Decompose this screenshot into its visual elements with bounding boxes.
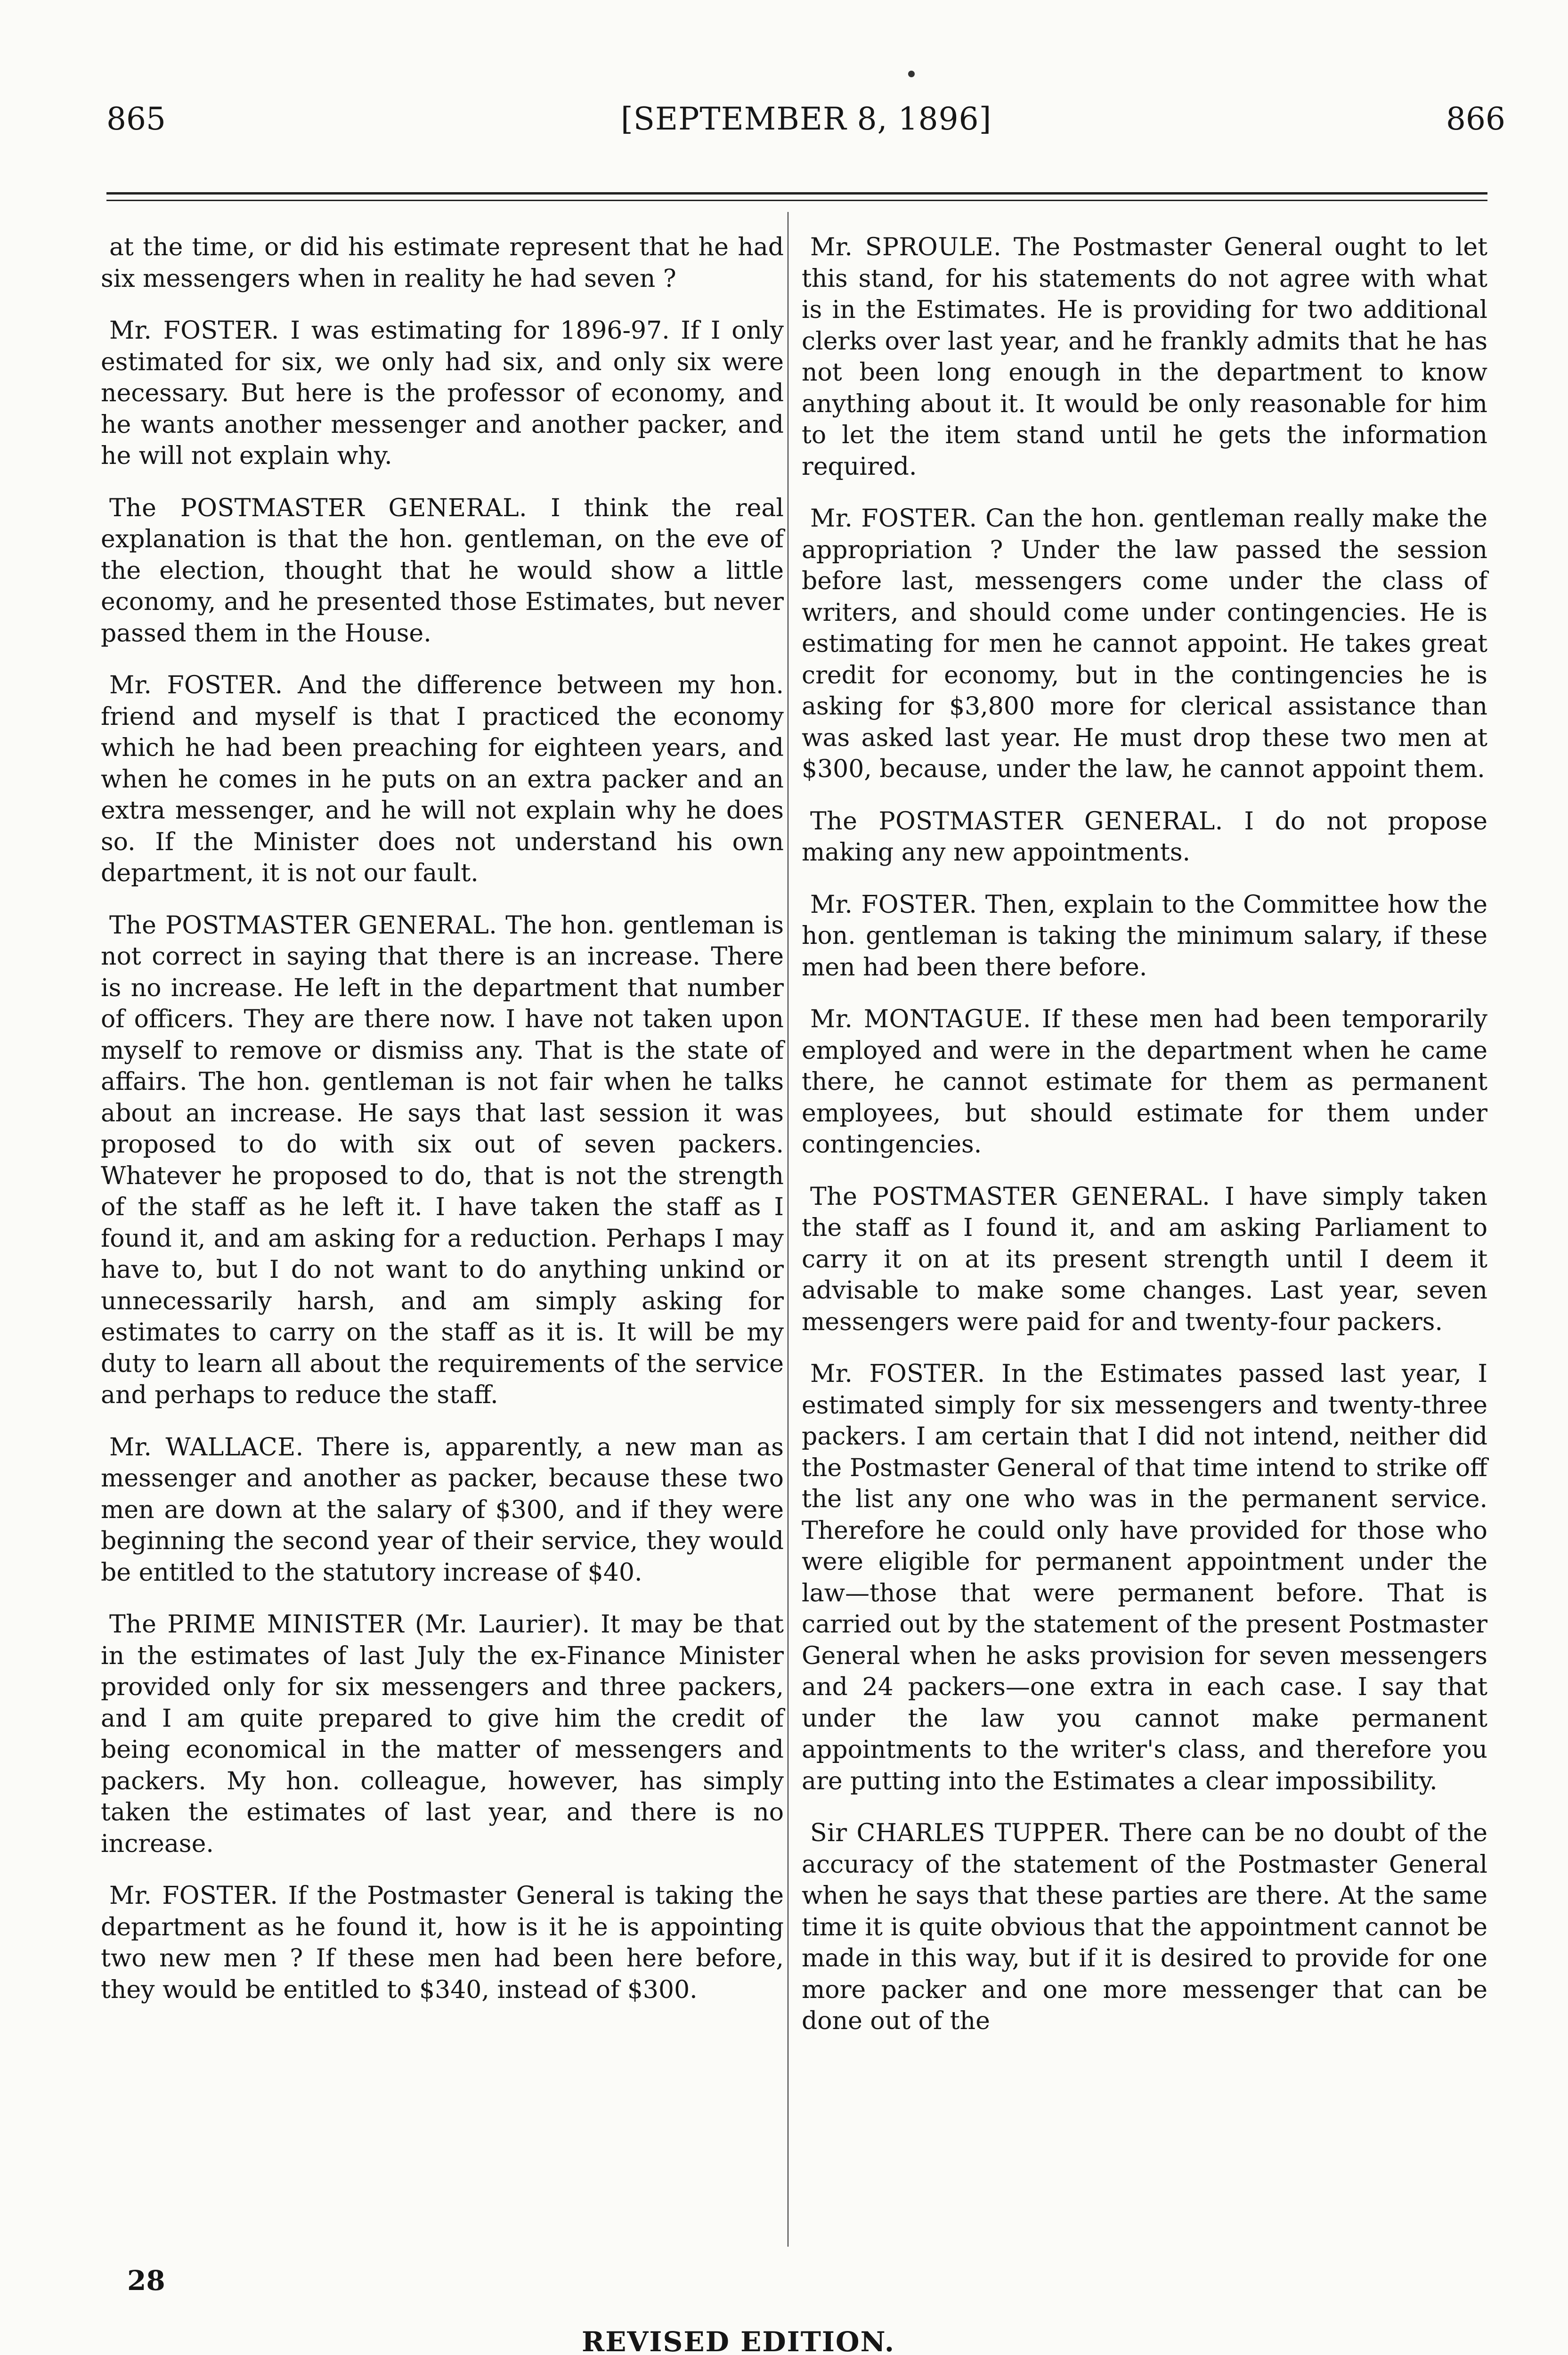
speech-text: If these men had been temporarily employed and were in the department when he came there, he cannot estimate for them as permanent employees, but should estimate for them under contingencies. xyxy=(802,1005,1487,1159)
signature-mark: 28 xyxy=(127,2265,165,2297)
right-page-number: 866 xyxy=(1446,101,1505,137)
speech-text: I was estimating for 1896-97. If I only estimated for six, we only had six, and only six were necessary. But here is the professor of economy, and he wants another messenger and another packer, and he will not explain why. xyxy=(101,317,784,470)
paragraph xyxy=(802,1818,1487,2037)
speaker-name: The POSTMASTER GENERAL. xyxy=(109,494,528,522)
speaker-name: Mr. FOSTER. xyxy=(810,1360,985,1388)
paragraph xyxy=(802,1358,1487,1797)
speaker-name: The POSTMASTER GENERAL. xyxy=(810,807,1223,836)
paragraph xyxy=(101,910,784,1411)
speaker-name: Mr. FOSTER. xyxy=(810,504,977,533)
paragraph xyxy=(802,1004,1487,1161)
speaker-name: Mr. WALLACE. xyxy=(109,1433,304,1462)
speech-text: It may be that in the estimates of last July the ex-Finance Minister provided only for six messengers and three packers, and I am quite prepared to give him the credit of being economical in the matter of messengers and packers. My hon. colleague, however, has simply taken the estimates of last year, and there is no increase. xyxy=(101,1610,784,1858)
paragraph xyxy=(101,315,784,472)
speech-text: In the Estimates passed last year, I estimated simply for six messengers and twenty-three packers. I am certain that I did not intend, neither did the Postmaster General of that time intend to strike off the list any one who was in the permanent service. Therefore he could only have provided for those who were eligible for permanent appointment under the law—those that were permanent before. That is carried out by the statement of the present Postmaster General when he asks provision for seven messengers and 24 packers—one extra in each case. I say that under the law you cannot make permanent appointments to the writer's class, and therefore you are putting into the Estimates a clear impossibility. xyxy=(802,1360,1487,1795)
speech-text: There is, apparently, a new man as messenger and another as packer, because these two men are down at the salary of $300, and if they were beginning the second year of their service, they would be entitled to the statutory increase of $40. xyxy=(101,1433,784,1587)
header-rule-thick xyxy=(106,192,1487,195)
speech-text: There can be no doubt of the accuracy of the statement of the Postmaster General when he says that these parties are there. At the same time it is quite obvious that the appointment cannot be made in this way, but if it is desired to provide for one more packer and one more messenger that can be done out of the xyxy=(802,1819,1488,2035)
paragraph xyxy=(101,1432,784,1589)
paragraph: at the time, or did his estimate represent that he had six messengers when in reality he had seven ? xyxy=(101,233,784,293)
speech-text: The Postmaster General ought to let this stand, for his statements do not agree with what is in the Estimates. He is providing for two additional clerks over last year, and he frankly admits that he has not been long enough in the department to know anything about it. It would be only reasonable for him to let the item stand until he gets the information required. xyxy=(802,233,1487,481)
right-column xyxy=(802,232,1487,2058)
speech-text: If the Postmaster General is taking the department as he found it, how is it he is appointing two new men ? If these men had been here before, they would be entitled to $340, instead of $300. xyxy=(101,1882,784,2004)
speaker-name: Mr. FOSTER. xyxy=(109,317,279,345)
header-rule-thin xyxy=(106,200,1487,201)
speaker-name: Mr. FOSTER. xyxy=(109,1882,278,1910)
paragraph xyxy=(802,503,1487,785)
page-date-header: [SEPTEMBER 8, 1896] xyxy=(621,101,992,137)
paragraph xyxy=(802,1181,1487,1338)
speaker-name: The POSTMASTER GENERAL. xyxy=(109,911,497,940)
speech-text: And the difference between my hon. friend and myself is that I practiced the economy which he had been preaching for eighteen years, and when he comes in he puts on an extra packer and an extra messenger, and he will not explain why he does so. If the Minister does not understand his own department, it is not our fault. xyxy=(101,671,784,887)
speaker-name: Mr. MONTAGUE. xyxy=(810,1005,1032,1033)
speech-text: Then, explain to the Committee how the hon. gentleman is taking the minimum salary, if these men had been there before. xyxy=(802,890,1488,982)
paragraph xyxy=(101,1880,784,2006)
left-column xyxy=(101,232,784,2026)
speech-text: I do not propose making any new appointments. xyxy=(802,807,1488,867)
speech-text: The hon. gentleman is not correct in saying that there is an increase. There is no increase. He left in the department that number of officers. They are there now. I have not taken upon myself to remove or dismiss any. That is the state of affairs. The hon. gentleman is not fair when he talks about an increase. He says that last session it was proposed to do with six out of seven packers. Whatever he proposed to do, that is not the strength of the staff as he left it. I have taken the staff as I found it, and am asking for a reduction. Perhaps I may have to, but I do not want to do anything unkind or unnecessarily harsh, and am simply asking for estimates to carry on the staff as it is. It will be my duty to learn all about the requirements of the service and perhaps to reduce the staff. xyxy=(101,911,784,1409)
edition-footer: REVISED EDITION. xyxy=(582,2326,895,2355)
paragraph xyxy=(802,806,1487,869)
speech-text: I think the real explanation is that the hon. gentleman, on the eve of the election, thought that he would show a little economy, and he presented those Estimates, but never passed them in the House. xyxy=(101,494,784,648)
speech-text: I have simply taken the staff as I found it, and am asking Parliament to carry it on at its present strength until I deem it advisable to make some changes. Last year, seven messengers were paid for and twenty-four packers. xyxy=(802,1182,1487,1336)
paragraph xyxy=(101,1609,784,1860)
speaker-name: Mr. FOSTER. xyxy=(109,671,283,699)
speaker-name: Mr. FOSTER. xyxy=(810,890,977,919)
speaker-name: The POSTMASTER GENERAL. xyxy=(810,1182,1211,1211)
speaker-name: Mr. SPROULE. xyxy=(810,233,1002,261)
speaker-name: The PRIME MINISTER (Mr. Laurier). xyxy=(109,1610,590,1639)
speaker-name: Sir CHARLES TUPPER. xyxy=(810,1819,1111,1847)
left-page-number: 865 xyxy=(106,101,166,137)
paragraph xyxy=(101,493,784,650)
paragraph xyxy=(101,670,784,889)
speech-text: Can the hon. gentleman really make the appropriation ? Under the law passed the session before last, messengers come under the class of writers, and should come under contingencies. He is estimating for men he cannot appoint. He takes great credit for economy, but in the contingencies he is asking for $3,800 more for clerical assistance than was asked last year. He must drop these two men at $300, because, under the law, he cannot appoint them. xyxy=(802,504,1487,783)
printer-dot xyxy=(908,71,915,77)
paragraph xyxy=(802,232,1487,482)
paragraph xyxy=(802,889,1487,983)
